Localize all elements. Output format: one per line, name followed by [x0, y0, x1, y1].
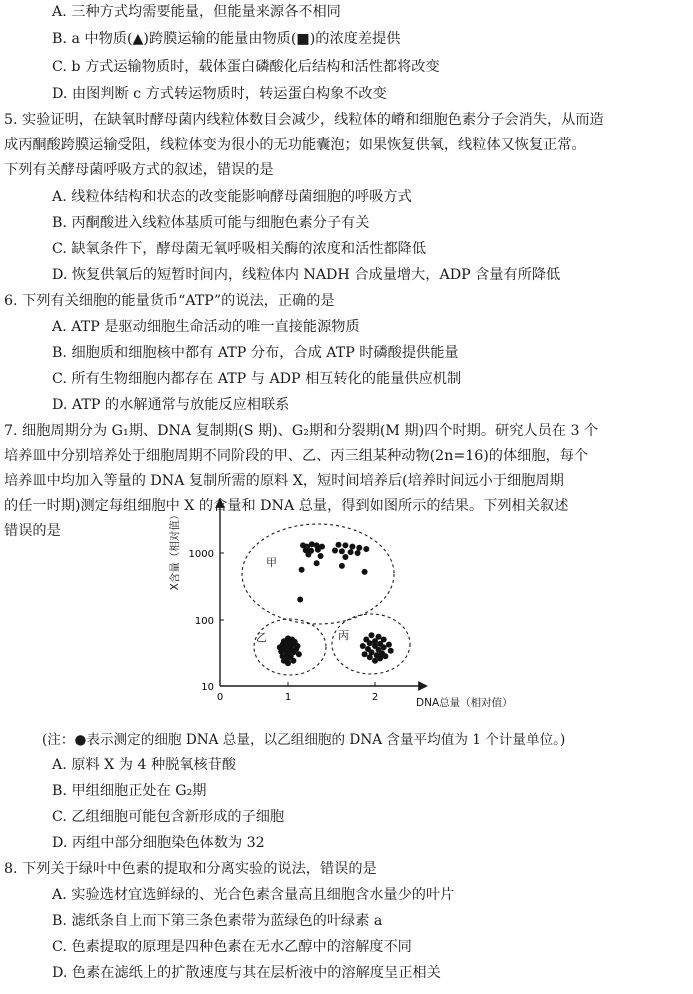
x-tick-label-2: 2 — [371, 692, 379, 703]
data-point-jia-21 — [339, 563, 345, 569]
q7-stem-line1: 7. 细胞周期分为 G₁期、DNA 复制期(S 期)、G₂期和分裂期(M 期)四个时期。研究人员在 3 个 — [4, 423, 599, 439]
data-point-bing-16 — [362, 651, 368, 657]
q7-stem-line2: 培养皿中分别培养处于细胞周期不同阶段的甲、乙、丙三组某种动物(2n=16)的体细胞，每个 — [4, 448, 589, 464]
q4-option-c: C. b 方式运输物质时，载体蛋白磷酸化后结构和活性都将改变 — [52, 59, 440, 75]
scatter-chart — [164, 492, 524, 722]
q7-option-a: A. 原料 X 为 4 种脱氧核苷酸 — [52, 757, 237, 773]
q4-option-d: D. 由图判断 c 方式转运物质时，转运蛋白构象不改变 — [52, 86, 387, 102]
q5-option-b: B. 丙酮酸进入线粒体基质可能与细胞色素分子有关 — [52, 215, 370, 231]
x-tick-label-0: 0 — [216, 692, 224, 703]
q8-option-a: A. 实验选材宜选鲜绿的、光合色素含量高且细胞含水量少的叶片 — [52, 887, 455, 903]
data-point-jia-20 — [314, 560, 320, 566]
data-point-jia-18 — [318, 553, 324, 559]
q6-option-a: A. ATP 是驱动细胞生命活动的唯一直接能源物质 — [52, 319, 360, 335]
q5-option-c: C. 缺氧条件下，酵母菌无氧呼吸相关酶的浓度和活性都降低 — [52, 241, 427, 257]
q5-stem-line3: 下列有关酵母菌呼吸方式的叙述，错误的是 — [4, 162, 274, 178]
x-axis-label: DNA总量（相对值） — [416, 697, 513, 709]
q4-option-a: A. 三种方式均需要能量，但能量来源各不相同 — [52, 4, 341, 20]
q6-stem: 6. 下列有关细胞的能量货币“ATP”的说法，正确的是 — [4, 293, 335, 309]
q5-stem-line2: 成丙酮酸跨膜运输受阻，线粒体变为很小的无功能囊泡；如果恢复供氧，线粒体又恢复正常。 — [4, 137, 586, 153]
q6-option-c: C. 所有生物细胞内都存在 ATP 与 ADP 相互转化的能量供应机制 — [52, 371, 462, 387]
y-axis-label: X含量（相对值） — [169, 509, 181, 591]
group-jia-label: 甲 — [266, 556, 277, 569]
data-point-jia-9 — [363, 546, 369, 552]
data-point-yi-22 — [290, 658, 296, 664]
data-point-jia-19 — [342, 554, 348, 560]
data-point-jia-7 — [349, 544, 355, 550]
group-jia-ellipse — [242, 524, 394, 624]
data-point-bing-19 — [367, 654, 373, 660]
q5-stem-line1: 5. 实验证明，在缺氧时酵母菌内线粒体数目会减少，线粒体的嵴和细胞色素分子会消失，从而造 — [4, 112, 604, 128]
data-point-jia-5 — [336, 542, 342, 548]
q7-stem-line3: 培养皿中均加入等量的 DNA 复制所需的原料 X，短时间培养后(培养时间远小于细胞周期 — [4, 473, 564, 489]
figure-note: (注：●表示测定的细胞 DNA 总量，以乙组细胞的 DNA 含量平均值为 1 个计量单位。) — [42, 732, 566, 748]
data-point-jia-8 — [356, 545, 362, 551]
data-point-bing-0 — [369, 632, 375, 638]
group-yi-label: 乙 — [256, 631, 267, 644]
x-tick-label-1: 1 — [284, 692, 292, 703]
data-point-jia-12 — [315, 547, 321, 553]
data-point-bing-20 — [377, 655, 383, 661]
q8-option-b: B. 滤纸条自上而下第三条色素带为蓝绿色的叶绿素 a — [52, 913, 383, 929]
q7-option-b: B. 甲组细胞正处在 G₂期 — [52, 783, 207, 799]
q8-option-d: D. 色素在滤纸上的扩散速度与其在层析液中的溶解度呈正相关 — [52, 965, 441, 981]
q6-option-b: B. 细胞质和细胞核中都有 ATP 分布，合成 ATP 时磷酸提供能量 — [52, 345, 459, 361]
y-tick-label-1000: 1000 — [188, 549, 214, 560]
data-point-bing-21 — [372, 658, 378, 664]
data-point-jia-23 — [362, 569, 368, 575]
data-point-bing-18 — [382, 653, 388, 659]
scatter-points — [277, 541, 394, 666]
q8-option-c: C. 色素提取的原理是四种色素在无水乙醇中的溶解度不同 — [52, 939, 412, 955]
group-bing-label: 丙 — [338, 629, 349, 642]
q5-option-d: D. 恢复供氧后的短暂时间内，线粒体内 NADH 合成量增大，ADP 含量有所降低 — [52, 267, 561, 283]
data-point-bing-13 — [388, 648, 394, 654]
q7-stem-line4: 的任一时期)测定每组细胞中 X 的含量和 DNA 总量，得到如图所示的结果。下列相关叙述 — [4, 498, 569, 514]
y-tick-label-10: 10 — [201, 682, 214, 693]
q7-option-d: D. 丙组中部分细胞染色体数为 32 — [52, 835, 265, 851]
q7-option-c: C. 乙组细胞可能包含新形成的子细胞 — [52, 809, 285, 825]
data-point-jia-24 — [297, 597, 303, 603]
data-point-yi-23 — [285, 660, 291, 666]
data-point-bing-5 — [367, 640, 373, 646]
data-point-jia-17 — [305, 552, 311, 558]
dna-x-scatter-figure — [164, 492, 524, 722]
q8-stem: 8. 下列关于绿叶中色素的提取和分离实验的说法，错误的是 — [4, 861, 377, 877]
q5-option-a: A. 线粒体结构和状态的改变能影响酵母菌细胞的呼吸方式 — [52, 189, 412, 205]
data-point-yi-17 — [296, 651, 302, 657]
data-point-jia-6 — [342, 542, 348, 548]
y-tick-label-100: 100 — [194, 616, 214, 627]
data-point-jia-22 — [299, 567, 305, 573]
data-point-bing-7 — [386, 642, 392, 648]
data-point-jia-13 — [332, 548, 338, 554]
data-point-jia-14 — [339, 548, 345, 554]
q4-option-b: B. a 中物质(▲)跨膜运输的能量由物质(■)的浓度差提供 — [52, 31, 401, 47]
data-point-jia-15 — [348, 549, 354, 555]
q7-stem-line5: 错误的是 — [4, 523, 61, 539]
data-point-bing-10 — [381, 644, 387, 650]
q6-option-d: D. ATP 的水解通常与放能反应相联系 — [52, 397, 290, 413]
data-point-jia-16 — [355, 550, 361, 556]
data-point-bing-8 — [360, 643, 366, 649]
